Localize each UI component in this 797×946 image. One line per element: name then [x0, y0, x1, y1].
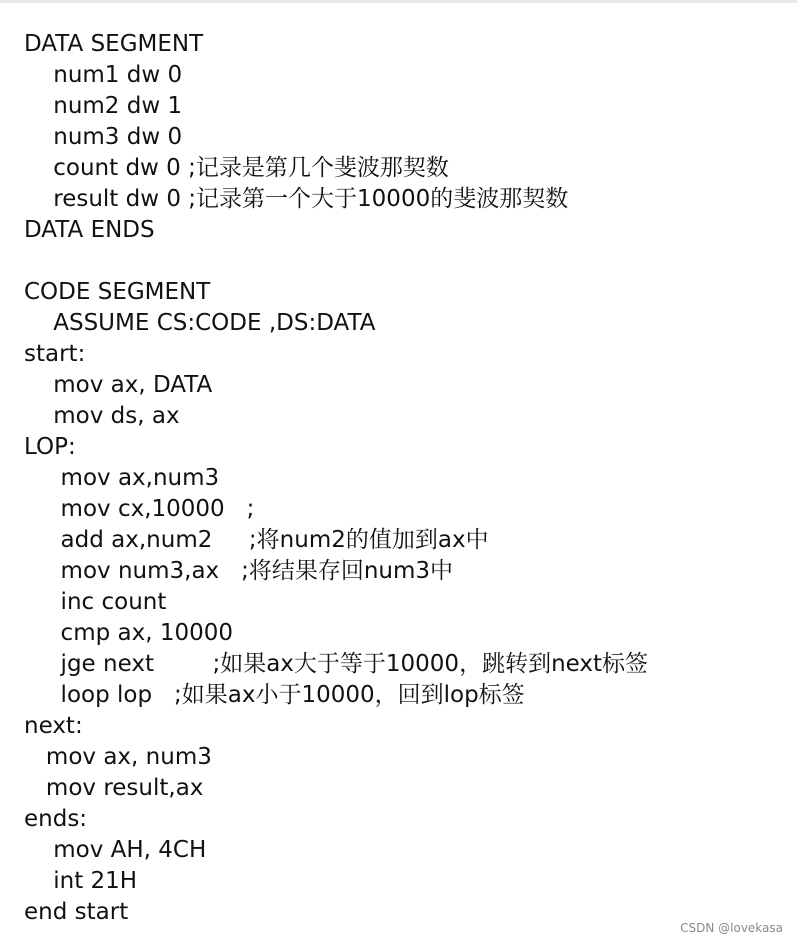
code-line-11: start:: [24, 341, 86, 367]
code-line-7: DATA ENDS: [24, 217, 155, 243]
code-line-21: jge next ;如果ax大于等于10000，跳转到next标签: [24, 651, 649, 677]
code-line-15: mov ax,num3: [24, 465, 220, 491]
code-line-4: num3 dw 0: [24, 124, 183, 150]
code-line-17: add ax,num2 ;将num2的值加到ax中: [24, 527, 489, 553]
code-line-20: cmp ax, 10000: [24, 620, 234, 646]
code-line-3: num2 dw 1: [24, 93, 183, 119]
code-line-9: CODE SEGMENT: [24, 279, 211, 305]
code-line-1: DATA SEGMENT: [24, 31, 204, 57]
code-line-29: end start: [24, 899, 129, 925]
code-line-6: result dw 0 ;记录第一个大于10000的斐波那契数: [24, 186, 569, 212]
code-line-28: int 21H: [24, 868, 138, 894]
code-line-12: mov ax, DATA: [24, 372, 213, 398]
code-line-19: inc count: [24, 589, 167, 615]
code-line-22: loop lop ;如果ax小于10000，回到lop标签: [24, 682, 525, 708]
code-line-18: mov num3,ax ;将结果存回num3中: [24, 558, 454, 584]
code-block: [24, 29, 784, 928]
code-line-26: ends:: [24, 806, 88, 832]
code-line-27: mov AH, 4CH: [24, 837, 207, 863]
code-line-10: ASSUME CS:CODE ,DS:DATA: [24, 310, 376, 336]
code-line-14: LOP:: [24, 434, 76, 460]
code-line-25: mov result,ax: [24, 775, 204, 801]
code-line-13: mov ds, ax: [24, 403, 180, 429]
code-line-24: mov ax, num3: [24, 744, 212, 770]
code-line-2: num1 dw 0: [24, 62, 183, 88]
watermark: CSDN @lovekasa: [680, 921, 783, 935]
code-line-8: [24, 246, 784, 277]
code-line-16: mov cx,10000 ;: [24, 496, 255, 522]
top-border: [0, 0, 797, 3]
code-line-23: next:: [24, 713, 83, 739]
code-line-5: count dw 0 ;记录是第几个斐波那契数: [24, 155, 449, 181]
